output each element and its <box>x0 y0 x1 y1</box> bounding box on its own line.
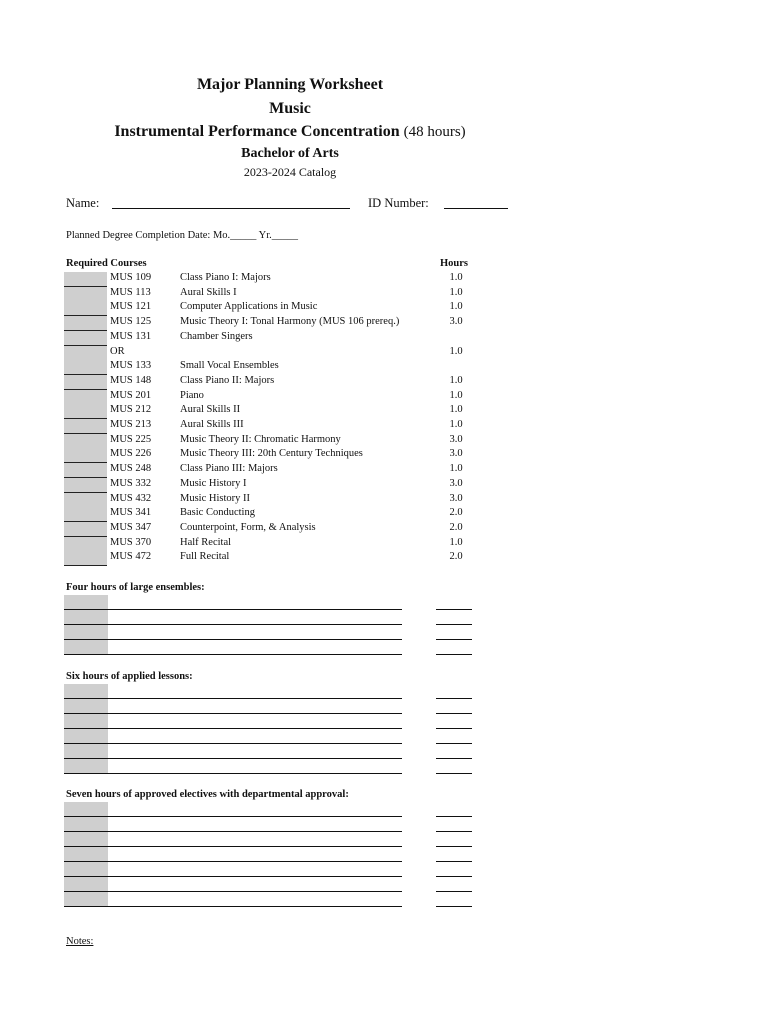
blank-check-box[interactable] <box>64 699 108 713</box>
blank-course-row <box>64 832 474 847</box>
course-row <box>64 521 484 536</box>
course-code: MUS 213 <box>110 419 152 430</box>
lessons-heading: Six hours of applied lessons: <box>66 671 193 682</box>
blank-check-box[interactable] <box>64 610 108 624</box>
blank-check-box[interactable] <box>64 759 108 773</box>
course-row <box>64 315 484 330</box>
blank-course-row <box>64 847 474 862</box>
required-courses-heading: Required Courses <box>66 258 147 269</box>
course-row <box>64 345 484 360</box>
blank-course-row <box>64 862 474 877</box>
check-underline <box>64 654 108 655</box>
course-row <box>64 550 484 565</box>
course-hours: 2.0 <box>449 551 463 563</box>
course-title: Music Theory II: Chromatic Harmony <box>180 433 341 445</box>
course-hours: 1.0 <box>449 419 463 430</box>
course-hours: 1.0 <box>449 463 463 475</box>
blank-check-box[interactable] <box>64 714 108 728</box>
blank-course-row <box>64 699 474 714</box>
blank-course-row <box>64 744 474 759</box>
course-title: Music Theory I: Tonal Harmony (MUS 106 prereq.) <box>180 316 400 328</box>
course-code: MUS 432 <box>110 492 152 504</box>
name-field[interactable] <box>112 208 350 209</box>
course-title: Music History II <box>180 492 250 504</box>
blank-course-row <box>64 892 474 907</box>
course-row <box>64 506 484 521</box>
course-hours: 2.0 <box>449 507 463 519</box>
check-underline <box>64 906 108 907</box>
course-row <box>64 374 484 389</box>
course-title: Music History I <box>180 477 247 489</box>
hours-entry-line[interactable] <box>436 773 472 774</box>
blank-check-box[interactable] <box>64 729 108 743</box>
blank-course-row <box>64 640 474 655</box>
course-row <box>64 536 484 551</box>
blank-course-row <box>64 625 474 640</box>
course-code: MUS 341 <box>110 507 152 519</box>
blank-check-box[interactable] <box>64 595 108 609</box>
course-code: MUS 472 <box>110 551 152 563</box>
blank-check-box[interactable] <box>64 847 108 861</box>
name-label: Name: <box>66 196 100 210</box>
course-row <box>64 418 484 433</box>
course-code: MUS 148 <box>110 374 152 386</box>
hours-heading: Hours <box>440 258 469 269</box>
course-row <box>64 389 484 404</box>
concentration-name: Instrumental Performance Concentration <box>114 123 400 140</box>
course-hours: 1.0 <box>449 404 463 416</box>
course-title: Class Piano I: Majors <box>180 272 271 283</box>
course-code: MUS 370 <box>110 536 152 548</box>
course-check-box[interactable] <box>64 551 107 566</box>
blank-course-row <box>64 877 474 892</box>
course-hours: 1.0 <box>449 286 463 298</box>
course-row <box>64 330 484 345</box>
course-entry-line[interactable] <box>108 906 402 907</box>
concentration-hours: (48 hours) <box>403 124 466 140</box>
course-title: Small Vocal Ensembles <box>180 360 279 372</box>
id-number-field[interactable] <box>444 208 508 209</box>
id-number-label: ID Number: <box>368 196 429 210</box>
course-hours: 1.0 <box>449 272 463 283</box>
course-hours: 3.0 <box>449 316 463 328</box>
hours-entry-line[interactable] <box>436 654 472 655</box>
blank-course-row <box>64 595 474 610</box>
course-code: MUS 226 <box>110 448 152 460</box>
blank-course-row <box>64 714 474 729</box>
course-hours: 1.0 <box>449 301 463 313</box>
course-code: MUS 225 <box>110 433 152 445</box>
blank-check-box[interactable] <box>64 625 108 639</box>
course-code: MUS 109 <box>110 272 152 283</box>
course-code: MUS 212 <box>110 404 152 416</box>
course-title: Aural Skills I <box>180 286 237 298</box>
course-row <box>64 462 484 477</box>
blank-course-row <box>64 802 474 817</box>
course-entry-line[interactable] <box>108 654 402 655</box>
course-title: Full Recital <box>180 551 230 563</box>
course-row <box>64 300 484 315</box>
course-code: MUS 121 <box>110 301 152 313</box>
course-row <box>64 447 484 462</box>
course-title: Computer Applications in Music <box>180 301 318 313</box>
ensembles-heading: Four hours of large ensembles: <box>66 582 205 593</box>
course-title: Class Piano III: Majors <box>180 463 278 475</box>
course-row <box>64 477 484 492</box>
course-title: Basic Conducting <box>180 507 255 519</box>
course-code: MUS 248 <box>110 463 152 475</box>
course-code: MUS 332 <box>110 477 152 489</box>
course-code: MUS 347 <box>110 521 152 533</box>
blank-check-box[interactable] <box>64 640 108 654</box>
course-title: Half Recital <box>180 536 232 548</box>
course-hours: 1.0 <box>449 536 463 548</box>
worksheet-title: Major Planning Worksheet <box>196 76 384 93</box>
electives-heading: Seven hours of approved electives with departmental approval: <box>66 789 349 800</box>
course-hours: 1.0 <box>449 374 463 386</box>
course-title: Chamber Singers <box>180 330 253 342</box>
course-title: Class Piano II: Majors <box>180 374 275 386</box>
course-row <box>64 359 484 374</box>
course-title: Music Theory III: 20th Century Techniques <box>180 448 363 460</box>
course-row <box>64 286 484 301</box>
notes-label: Notes: <box>66 936 94 947</box>
course-hours: 3.0 <box>449 433 463 445</box>
course-title: Aural Skills II <box>180 404 241 416</box>
concentration-title <box>0 123 580 141</box>
course-code: MUS 133 <box>110 360 152 372</box>
completion-date-label: Planned Degree Completion Date: Mo._____ Yr._____ <box>66 230 299 241</box>
course-hours: 1.0 <box>449 389 463 401</box>
catalog-year: 2023-2024 Catalog <box>243 165 337 179</box>
course-row <box>64 433 484 448</box>
course-entry-line[interactable] <box>108 773 402 774</box>
blank-course-row <box>64 684 474 699</box>
course-title: Piano <box>180 389 204 401</box>
course-title: Aural Skills III <box>180 419 244 430</box>
course-hours: 3.0 <box>449 477 463 489</box>
check-underline <box>64 773 108 774</box>
course-row <box>64 271 484 286</box>
course-code: MUS 113 <box>110 286 151 298</box>
blank-check-box[interactable] <box>64 684 108 698</box>
course-hours: 1.0 <box>449 345 463 357</box>
blank-course-row <box>64 817 474 832</box>
blank-check-box[interactable] <box>64 817 108 831</box>
hours-entry-line[interactable] <box>436 906 472 907</box>
blank-check-box[interactable] <box>64 892 108 906</box>
course-hours: 3.0 <box>449 492 463 504</box>
blank-check-box[interactable] <box>64 802 108 816</box>
course-code: OR <box>110 345 125 357</box>
degree-title: Bachelor of Arts <box>241 146 339 161</box>
course-code: MUS 131 <box>110 330 152 342</box>
course-code: MUS 201 <box>110 389 152 401</box>
blank-check-box[interactable] <box>64 744 108 758</box>
blank-check-box[interactable] <box>64 862 108 876</box>
blank-course-row <box>64 759 474 774</box>
course-hours: 3.0 <box>449 448 463 460</box>
blank-check-box[interactable] <box>64 832 108 846</box>
blank-check-box[interactable] <box>64 877 108 891</box>
course-hours: 2.0 <box>449 521 463 533</box>
blank-course-row <box>64 729 474 744</box>
course-title: Counterpoint, Form, & Analysis <box>180 521 316 533</box>
course-row <box>64 492 484 507</box>
blank-course-row <box>64 610 474 625</box>
course-code: MUS 125 <box>110 316 152 328</box>
course-row <box>64 403 484 418</box>
subject-title: Music <box>269 100 311 117</box>
